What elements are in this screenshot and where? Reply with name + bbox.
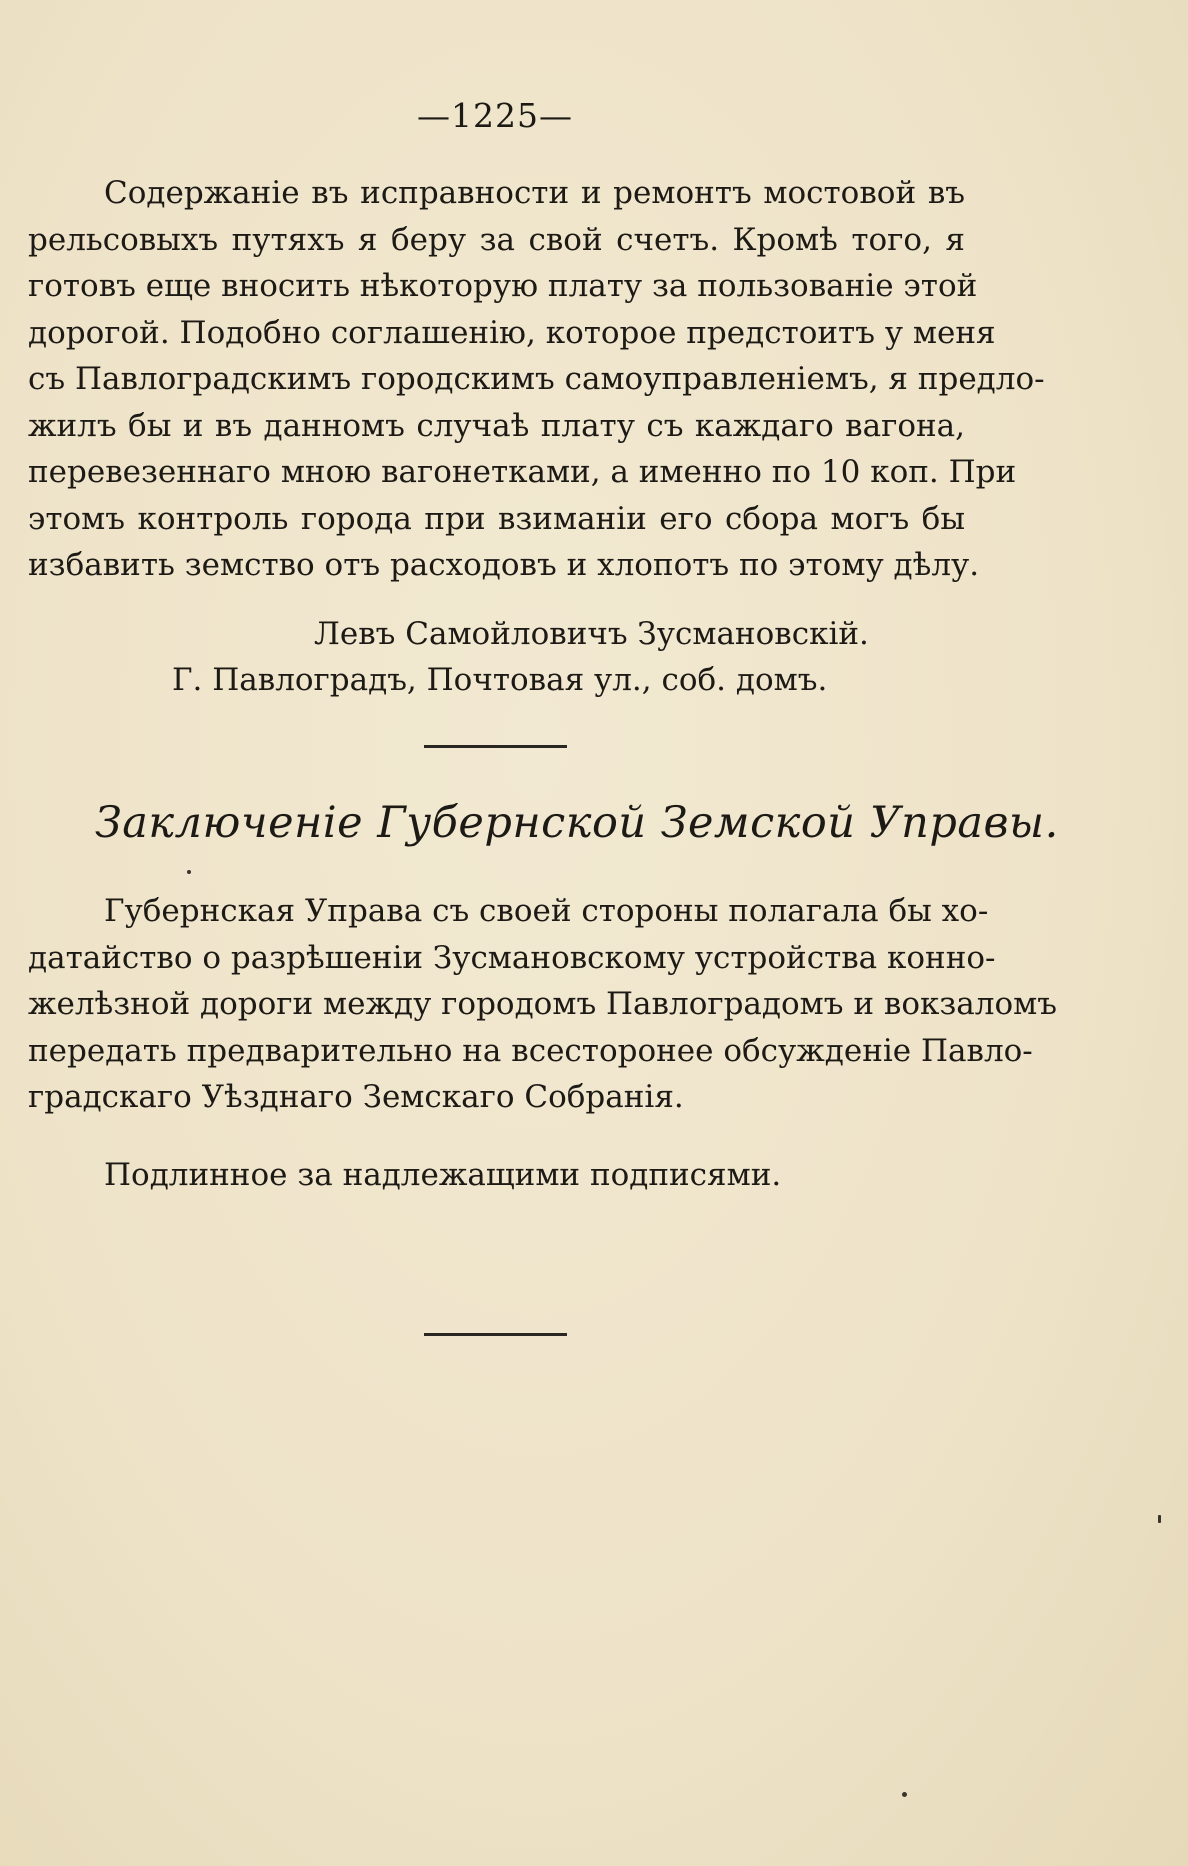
- paragraph-1-line: перевезеннаго мною вагонетками, а именно по 10 коп. При: [28, 454, 1017, 490]
- paragraph-2-line: датайство о разрѣшеніи Зусмановскому устройства конно-: [28, 939, 996, 976]
- paragraph-2-line: градскаго Уѣзднаго Земскаго Собранія.: [28, 1079, 684, 1115]
- paragraph-1-line: дорогой. Подобно соглашенію, которое предстоитъ у меня: [28, 314, 996, 351]
- paragraph-2-line: передать предварительно на всесторонее обсужденіе Павло-: [28, 1032, 1033, 1069]
- ink-speck: [1158, 1515, 1161, 1523]
- page-number: —1225—: [417, 96, 573, 135]
- signature-name: Левъ Самойловичъ Зусмановскій.: [314, 616, 869, 652]
- closing-line: Подлинное за надлежащими подписями.: [104, 1157, 782, 1193]
- paragraph-1-line: этомъ контроль города при взиманіи его сбора могъ бы: [28, 500, 965, 537]
- paragraph-2: [28, 888, 1057, 1121]
- divider-rule: [424, 1333, 567, 1336]
- ink-speck: [902, 1792, 907, 1797]
- ink-speck: [187, 870, 191, 874]
- signature-address: Г. Павлоградъ, Почтовая ул., соб. домъ.: [172, 662, 828, 698]
- paragraph-1-line: съ Павлоградскимъ городскимъ самоуправленіемъ, я предло-: [28, 361, 1045, 397]
- paragraph-1-line: готовъ еще вносить нѣкоторую плату за пользованіе этой: [28, 268, 978, 304]
- paragraph-1-line: рельсовыхъ путяхъ я беру за свой счетъ. Кромѣ того, я: [28, 221, 965, 258]
- paragraph-1-line: Содержаніе въ исправности и ремонтъ мостовой въ: [104, 175, 965, 211]
- divider-rule: [424, 745, 567, 748]
- paragraph-1: [28, 170, 1045, 589]
- paragraph-1-line: жилъ бы и въ данномъ случаѣ плату съ каждаго вагона,: [28, 407, 965, 444]
- section-heading: Заключеніе Губернской Земской Управы.: [95, 798, 1059, 848]
- paragraph-1-line: избавить земство отъ расходовъ и хлопотъ по этому дѣлу.: [28, 547, 980, 583]
- paragraph-2-line: желѣзной дороги между городомъ Павлоградомъ и вокзаломъ: [28, 986, 1057, 1022]
- paragraph-2-line: Губернская Управа съ своей стороны полагала бы хо-: [104, 893, 989, 929]
